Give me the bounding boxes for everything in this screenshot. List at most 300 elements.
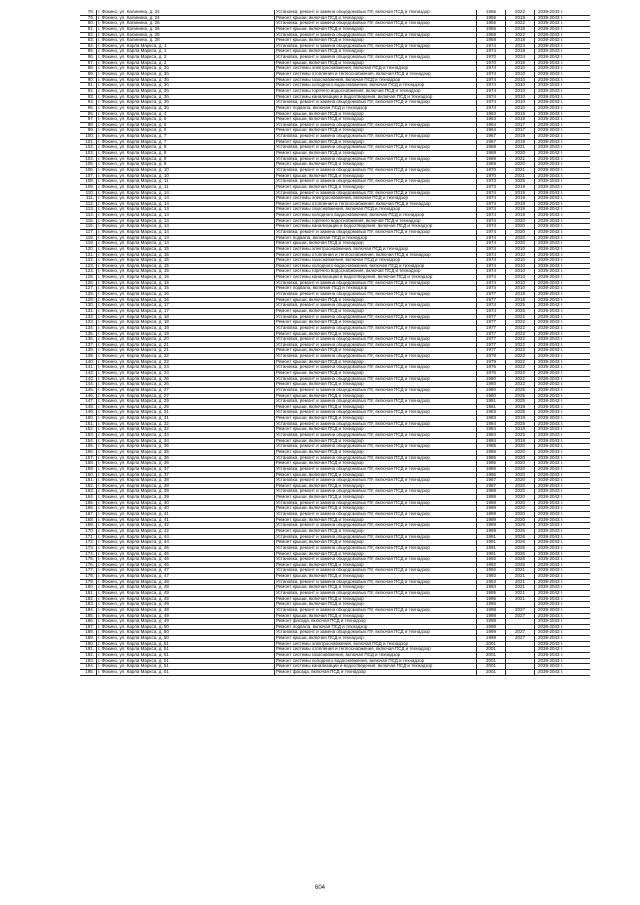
row-number: 111. — [85, 196, 94, 201]
address-cell: г. Фокино, ул. Карла Маркса, д. 29 — [96, 405, 274, 410]
work-type-cell: Ремонт крыши, включая ПСД и технадзор — [274, 140, 476, 145]
row-number: 133. — [85, 320, 94, 325]
planned-period-cell: 2039-2043 г. — [534, 337, 590, 342]
last-repair-year-cell: 2022 — [505, 348, 534, 353]
planned-period-cell: 2039-2043 г. — [534, 145, 590, 150]
planned-period-cell: 2039-2043 г. — [534, 174, 590, 179]
address-cell: г. Фокино, ул. Карла Маркса, д. 1 — [96, 49, 274, 54]
commission-year-cell: 1973 — [476, 185, 505, 190]
work-type-cell: Установка, ремонт и замена общедомовых ПУ, включая ПСД и технадзор — [274, 354, 476, 359]
address-cell: г. Фокино, ул. Карла Маркса, д. 3б — [96, 78, 274, 83]
commission-year-cell: 1993 — [476, 580, 505, 585]
row-number: 142. — [85, 371, 94, 375]
address-cell: г. Фокино, ул. Карла Маркса, д. 18 — [96, 320, 274, 325]
row-number: 192. — [85, 653, 94, 658]
work-type-cell: Ремонт системы канализации и водоотведения, включая ПСД и технадзор — [274, 95, 476, 100]
address-cell: г. Фокино, ул. Карла Маркса, д. 38 — [96, 478, 274, 483]
last-repair-year-cell: 2010 — [505, 72, 534, 77]
work-type-cell: Ремонт крыши, включая ПСД и технадзор — [274, 348, 476, 353]
row-number: 92. — [87, 88, 94, 93]
commission-year-cell: 1984 — [476, 422, 505, 427]
row-number: 182. — [85, 596, 94, 601]
planned-period-cell: 2039-2043 г. — [534, 343, 590, 348]
row-number: 136. — [85, 337, 94, 342]
commission-year-cell: 1970 — [476, 168, 505, 173]
planned-period-cell: 2039-2043 г. — [534, 478, 590, 483]
planned-period-cell: 2039-2043 г. — [534, 44, 590, 49]
commission-year-cell: 1986 — [476, 467, 505, 472]
last-repair-year-cell: 2025 — [505, 410, 534, 415]
last-repair-year-cell: 2020 — [505, 224, 534, 229]
work-type-cell: Ремонт крыши, включая ПСД и технадзор — [274, 174, 476, 179]
planned-period-cell: 2039-2043 г. — [534, 213, 590, 218]
address-cell: г. Фокино, ул. Карла Маркса, д. 41 — [96, 518, 274, 523]
commission-year-cell: 1984 — [476, 439, 505, 444]
last-repair-year-cell: 2020 — [505, 512, 534, 517]
planned-period-cell: 2039-2043 г. — [534, 495, 590, 500]
commission-year-cell: 1974 — [476, 66, 505, 71]
last-repair-year-cell: 2025 — [505, 433, 534, 438]
last-repair-year-cell: 2017 — [505, 128, 534, 133]
address-cell: г. Фокино, ул. Карла Маркса, д. 7 — [96, 134, 274, 139]
address-cell: г. Фокино, ул. Калинина, д. 24 — [96, 10, 274, 15]
last-repair-year-cell: 2022 — [505, 337, 534, 342]
last-repair-year-cell: 2025 — [505, 388, 534, 393]
last-repair-year-cell: 2019 — [505, 185, 534, 190]
planned-period-cell: 2039-2043 г. — [534, 309, 590, 314]
planned-period-cell: 2039-2043 г. — [534, 535, 590, 540]
last-repair-year-cell: 2026 — [505, 563, 534, 568]
commission-year-cell: 1987 — [476, 478, 505, 483]
work-type-cell: Ремонт системы канализации и водоотведения, включая ПСД и технадзор — [274, 224, 476, 229]
row-number: 158. — [85, 461, 94, 466]
commission-year-cell: 1974 — [476, 281, 505, 286]
row-number: 119. — [85, 241, 94, 246]
row-number: 103. — [85, 151, 94, 156]
commission-year-cell: 1992 — [476, 563, 505, 568]
commission-year-cell: 1998 — [476, 608, 505, 613]
work-type-cell: Ремонт крыши, включая ПСД и технадзор — [274, 597, 476, 602]
planned-period-cell: 2039-2043 г. — [534, 647, 590, 652]
commission-year-cell: 2001 — [476, 664, 505, 669]
row-number: 104. — [85, 156, 94, 161]
commission-year-cell: 1977 — [476, 337, 505, 342]
row-number: 130. — [85, 303, 94, 308]
address-cell: г. Фокино, ул. Карла Маркса, д. 6 — [96, 123, 274, 128]
work-type-cell: Ремонт крыши, включая ПСД и технадзор — [274, 506, 476, 511]
row-number: 181. — [85, 590, 94, 595]
work-type-cell: Установка, ремонт и замена общедомовых ПУ, включая ПСД и технадзор — [274, 422, 476, 427]
last-repair-year-cell: 2020 — [505, 230, 534, 235]
work-type-cell: Установка, ремонт и замена общедомовых ПУ, включая ПСД и технадзор — [274, 100, 476, 105]
commission-year-cell: 1980 — [476, 382, 505, 387]
planned-period-cell: 2039-2043 г. — [534, 292, 590, 297]
last-repair-year-cell: 2020 — [505, 241, 534, 246]
commission-year-cell: 1992 — [476, 574, 505, 579]
work-type-cell: Установка, ремонт и замена общедомовых ПУ, включая ПСД и технадзор — [274, 343, 476, 348]
last-repair-year-cell: 2019 — [505, 416, 534, 421]
work-type-cell: Ремонт крыши, включая ПСД и технадзор — [274, 552, 476, 557]
commission-year-cell: 1974 — [476, 100, 505, 105]
work-type-cell: Установка, ремонт и замена общедомовых ПУ, включая ПСД и технадзор — [274, 292, 476, 297]
last-repair-year-cell: 2010 — [505, 286, 534, 291]
planned-period-cell: 2039-2043 г. — [534, 185, 590, 190]
address-cell: г. Фокино, ул. Карла Маркса, д. 51 — [96, 664, 274, 669]
work-type-cell: Установка, ремонт и замена общедомовых ПУ, включая ПСД и технадзор — [274, 281, 476, 286]
work-type-cell: Ремонт системы холодного водоснабжения, включая ПСД и технадзор — [274, 659, 476, 664]
address-cell: г. Фокино, ул. Карла Маркса, д. 3б — [96, 83, 274, 88]
work-type-cell: Ремонт крыши, включая ПСД и технадзор — [274, 427, 476, 432]
address-cell: г. Фокино, ул. Калинина, д. 26 — [96, 27, 274, 32]
planned-period-cell: 2039-2043 г. — [534, 123, 590, 128]
last-repair-year-cell: 2026 — [505, 529, 534, 534]
planned-period-cell: 2039-2043 г. — [534, 179, 590, 184]
row-number: 159. — [85, 466, 94, 471]
work-type-cell: Ремонт системы канализации и водоотведения, включая ПСД и технадзор — [274, 664, 476, 669]
address-cell: г. Фокино, ул. Карла Маркса, д. 20 — [96, 337, 274, 342]
last-repair-year-cell: 2021 — [505, 591, 534, 596]
row-number: 174. — [85, 551, 94, 556]
row-number: 91. — [87, 83, 94, 88]
commission-year-cell: 1974 — [476, 236, 505, 241]
table-row — [80, 670, 590, 676]
planned-period-cell: 2039-2043 г. — [534, 140, 590, 145]
last-repair-year-cell: 2020 — [505, 162, 534, 167]
planned-period-cell: 2039-2043 г. — [534, 281, 590, 286]
commission-year-cell: 1956 — [476, 16, 505, 21]
planned-period-cell: 2039-2043 г. — [534, 78, 590, 83]
work-type-cell: Ремонт крыши, включая ПСД и технадзор — [274, 574, 476, 579]
row-number: 140. — [85, 359, 94, 364]
work-type-cell: Установка, ремонт и замена общедомовых ПУ, включая ПСД и технадзор — [274, 315, 476, 320]
address-cell: г. Фокино, ул. Карла Маркса, д. 15 — [96, 286, 274, 291]
address-cell: г. Фокино, ул. Карла Маркса, д. 6 — [96, 128, 274, 133]
row-number: 79. — [87, 15, 94, 20]
commission-year-cell: 1995 — [476, 597, 505, 602]
work-type-cell: Установка, ремонт и замена общедомовых ПУ, включая ПСД и технадзор — [274, 191, 476, 196]
row-number: 191. — [85, 647, 94, 652]
commission-year-cell: 1968 — [476, 145, 505, 150]
work-type-cell: Установка, ремонт и замена общедомовых ПУ, включая ПСД и техназдор — [274, 10, 476, 15]
last-repair-year-cell: 2010 — [505, 269, 534, 274]
address-cell: г. Фокино, ул. Карла Маркса, д. 47 — [96, 574, 274, 579]
work-type-cell: Ремонт системы отопления и теплоснабжения, включая ПСД и технадзор — [274, 202, 476, 207]
address-cell: г. Фокино, ул. Карла Маркса, д. 9 — [96, 162, 274, 167]
last-repair-year-cell: 2021 — [505, 574, 534, 579]
last-repair-year-cell: 2021 — [505, 157, 534, 162]
commission-year-cell: 1977 — [476, 315, 505, 320]
address-cell: г. Фокино, ул. Карла Маркса, д. 50 — [96, 625, 274, 630]
last-repair-year-cell: 2022 — [505, 10, 534, 15]
address-cell: г. Фокино, ул. Карла Маркса, д. 49 — [96, 591, 274, 596]
last-repair-year-cell: 2027 — [505, 630, 534, 635]
work-type-cell: Установка, ремонт и замена общедомовых ПУ, включая ПСД и технадзор — [274, 123, 476, 128]
work-type-cell: Установка, ремонт и замена общедомовых ПУ, включая ПСД и технадзор — [274, 456, 476, 461]
planned-period-cell: 2039-2043 г. — [534, 269, 590, 274]
work-type-cell: Ремонт крыши, включая ПСД и технадзор — [274, 241, 476, 246]
work-type-cell: Ремонт крыши, включая ПСД и технадзор — [274, 27, 476, 32]
commission-year-cell: 1988 — [476, 501, 505, 506]
last-repair-year-cell: 2027 — [505, 636, 534, 641]
row-number: 113. — [85, 207, 94, 212]
commission-year-cell: 1958 — [476, 38, 505, 43]
planned-period-cell: 2039-2043 г. — [534, 382, 590, 387]
address-cell: г. Фокино, ул. Карла Маркса, д. 14 — [96, 230, 274, 235]
commission-year-cell: 1976 — [476, 371, 505, 376]
work-type-cell: Ремонт системы газоснабжения, включая ПСД и технадзор — [274, 653, 476, 658]
commission-year-cell: 1974 — [476, 191, 505, 196]
row-number: 190. — [85, 641, 94, 646]
planned-period-cell: 2039-2043 г. — [534, 670, 590, 675]
commission-year-cell: 1956 — [476, 10, 505, 15]
planned-period-cell: 2039-2043 г. — [534, 608, 590, 613]
work-type-cell: Ремонт крыши, включая ПСД и технадзор — [274, 602, 476, 607]
commission-year-cell: 2001 — [476, 659, 505, 664]
commission-year-cell: 1963 — [476, 112, 505, 117]
address-cell: г. Фокино, ул. Карла Маркса, д. 3б — [96, 66, 274, 71]
work-type-cell: Ремонт крыши, включая ПСД и технадзор — [274, 309, 476, 314]
row-number: 93. — [87, 94, 94, 99]
last-repair-year-cell: 2021 — [505, 145, 534, 150]
planned-period-cell: 2039-2043 г. — [534, 89, 590, 94]
work-type-cell: Ремонт системы электроснабжения, включая ПСД и технадзор — [274, 196, 476, 201]
work-type-cell: Установка, ремонт и замена общедомовых ПУ, включая ПСД и технадзор — [274, 21, 476, 26]
address-cell: г. Фокино, ул. Карла Маркса, д. 14 — [96, 236, 274, 241]
commission-year-cell: 1991 — [476, 546, 505, 551]
planned-period-cell: 2039-2043 г. — [534, 151, 590, 156]
work-type-cell: Ремонт крыши, включая ПСД и технадзор — [274, 529, 476, 534]
address-cell: г. Фокино, ул. Карла Маркса, д. 31 — [96, 416, 274, 421]
address-cell: г. Фокино, ул. Карла Маркса, д. 32 — [96, 427, 274, 432]
work-type-cell: Ремонт крыши, включая ПСД и технадзор — [274, 636, 476, 641]
last-repair-year-cell: 2026 — [505, 552, 534, 557]
work-type-cell: Установка, ремонт и замена общедомовых ПУ, включая ПСД и технадзор — [274, 568, 476, 573]
commission-year-cell: 1958 — [476, 33, 505, 38]
commission-year-cell: 1974 — [476, 72, 505, 77]
row-number: 141. — [85, 365, 94, 370]
planned-period-cell: 2039-2043 г. — [534, 61, 590, 66]
commission-year-cell: 1989 — [476, 512, 505, 517]
address-cell: г. Фокино, ул. Карла Маркса, д. 41 — [96, 512, 274, 517]
work-type-cell: Ремонт крыши, включая ПСД и технадзор — [274, 563, 476, 568]
last-repair-year-cell: 2026 — [505, 540, 534, 545]
last-repair-year-cell: 2022 — [505, 365, 534, 370]
address-cell: г. Фокино, ул. Калинина, д. 28 — [96, 38, 274, 43]
last-repair-year-cell — [505, 625, 534, 630]
work-type-cell: Ремонт крыши, включая ПСД и технадзор — [274, 473, 476, 478]
last-repair-year-cell: 2017 — [505, 123, 534, 128]
address-cell: г. Фокино, ул. Карла Маркса, д. 7 — [96, 140, 274, 145]
address-cell: г. Фокино, ул. Карла Маркса, д. 32 — [96, 422, 274, 427]
planned-period-cell: 2039-2043 г. — [534, 399, 590, 404]
address-cell: г. Фокино, ул. Карла Маркса, д. 45 — [96, 552, 274, 557]
work-type-cell: Ремонт крыши, включая ПСД и технадзор — [274, 128, 476, 133]
address-cell: г. Фокино, ул. Калинина, д. 24 — [96, 16, 274, 21]
work-type-cell: Ремонт крыши, включая ПСД и технадзор — [274, 112, 476, 117]
work-type-cell: Ремонт системы газоснабжения, включая ПСД и технадзор — [274, 207, 476, 212]
planned-period-cell: 2039-2043 г. — [534, 580, 590, 585]
last-repair-year-cell: 2024 — [505, 55, 534, 60]
last-repair-year-cell: 2025 — [505, 309, 534, 314]
row-number: 129. — [85, 297, 94, 302]
row-number: 189. — [85, 636, 94, 641]
row-number: 99. — [87, 128, 94, 133]
commission-year-cell: 2001 — [476, 642, 505, 647]
work-type-cell: Ремонт фасада, включая ПСД и технадзор — [274, 619, 476, 624]
planned-period-cell: 2039-2043 г. — [534, 467, 590, 472]
address-cell: г. Фокино, ул. Карла Маркса, д. 16 — [96, 298, 274, 303]
last-repair-year-cell: 2022 — [505, 21, 534, 26]
work-type-cell: Ремонт системы газоснабжения, включая ПСД и технадзор — [274, 258, 476, 263]
last-repair-year-cell: 2021 — [505, 168, 534, 173]
work-type-cell: Ремонт крыши, включая ПСД и технадзор — [274, 394, 476, 399]
work-type-cell: Установка, ремонт и замена общедомовых ПУ, включая ПСД и технадзор — [274, 377, 476, 382]
row-number: 97. — [87, 117, 94, 122]
address-cell: г. Фокино, ул. Карла Маркса, д. 19 — [96, 326, 274, 331]
commission-year-cell: 1977 — [476, 298, 505, 303]
row-number: 186. — [85, 619, 94, 624]
commission-year-cell: 1967 — [476, 134, 505, 139]
commission-year-cell: 1956 — [476, 27, 505, 32]
last-repair-year-cell: 2020 — [505, 444, 534, 449]
address-cell: г. Фокино, ул. Карла Маркса, д. 49 — [96, 608, 274, 613]
commission-year-cell: 1981 — [476, 405, 505, 410]
address-cell: г. Фокино, ул. Карла Маркса, д. 37 — [96, 473, 274, 478]
commission-year-cell: 1974 — [476, 253, 505, 258]
commission-year-cell: 1974 — [476, 207, 505, 212]
last-repair-year-cell: 2010 — [505, 106, 534, 111]
work-type-cell: Ремонт крыши, включая ПСД и технадзор — [274, 360, 476, 365]
last-repair-year-cell: 2027 — [505, 608, 534, 613]
commission-year-cell: 1968 — [476, 151, 505, 156]
row-number: 169. — [85, 523, 94, 528]
address-cell: г. Фокино, ул. Карла Маркса, д. 14 — [96, 224, 274, 229]
address-cell: г. Фокино, ул. Карла Маркса, д. 26 — [96, 382, 274, 387]
planned-period-cell: 2039-2043 г. — [534, 410, 590, 415]
planned-period-cell: 2039-2043 г. — [534, 258, 590, 263]
row-number: 143. — [85, 376, 94, 381]
address-cell: г. Фокино, ул. Карла Маркса, д. 11 — [96, 185, 274, 190]
last-repair-year-cell: 2021 — [505, 568, 534, 573]
work-type-cell: Установка, ремонт и замена общедомовых ПУ, включая ПСД и технадзор — [274, 444, 476, 449]
address-cell: г. Фокино, ул. Карла Маркса, д. 10 — [96, 168, 274, 173]
planned-period-cell: 2039-2043 г. — [534, 546, 590, 551]
address-cell: г. Фокино, ул. Карла Маркса, д. 10 — [96, 174, 274, 179]
work-type-cell: Ремонт крыши, включая ПСД и технадзор — [274, 38, 476, 43]
commission-year-cell: 1980 — [476, 394, 505, 399]
address-cell: г. Фокино, ул. Карла Маркса, д. 45 — [96, 546, 274, 551]
address-cell: г. Фокино, ул. Карла Маркса, д. 3б — [96, 100, 274, 105]
work-type-cell: Ремонт системы канализации и водоотведения, включая ПСД и технадзор — [274, 275, 476, 280]
work-type-cell: Ремонт системы холодного водоснабжения, включая ПСД и технадзор — [274, 264, 476, 269]
work-type-cell: Ремонт крыши, включая ПСД и технадзор — [274, 162, 476, 167]
planned-period-cell: 2039-2043 г. — [534, 619, 590, 624]
row-number: 82. — [87, 32, 94, 37]
row-number: 80. — [87, 21, 94, 26]
row-number: 146. — [85, 393, 94, 398]
work-type-cell: Ремонт крыши, включая ПСД и технадзор — [274, 298, 476, 303]
row-number: 87. — [87, 60, 94, 65]
address-cell: г. Фокино, ул. Карла Маркса, д. 38 — [96, 484, 274, 489]
row-number: 117. — [85, 229, 94, 234]
commission-year-cell: 1974 — [476, 202, 505, 207]
planned-period-cell: 2039-2043 г. — [534, 439, 590, 444]
row-number: 118. — [85, 235, 94, 240]
last-repair-year-cell: 2020 — [505, 456, 534, 461]
last-repair-year-cell — [505, 642, 534, 647]
address-cell: г. Фокино, ул. Карла Маркса, д. 44 — [96, 540, 274, 545]
address-cell: г. Фокино, ул. Карла Маркса, д. 36 — [96, 456, 274, 461]
planned-period-cell: 2039-2043 г. — [534, 506, 590, 511]
last-repair-year-cell: 2020 — [505, 467, 534, 472]
address-cell: г. Фокино, ул. Карла Маркса, д. 49 — [96, 602, 274, 607]
row-number: 170. — [85, 528, 94, 533]
commission-year-cell: 1964 — [476, 128, 505, 133]
planned-period-cell: 2039-2043 г. — [534, 552, 590, 557]
row-number: 173. — [85, 545, 94, 550]
planned-period-cell: 2039-2043 г. — [534, 636, 590, 641]
capital-repair-table — [80, 10, 590, 676]
last-repair-year-cell: 2021 — [505, 597, 534, 602]
planned-period-cell: 2039-2043 г. — [534, 16, 590, 21]
commission-year-cell: 1973 — [476, 179, 505, 184]
work-type-cell: Установка, ремонт и замена общедомовых ПУ, включая ПСД и технадзор — [274, 157, 476, 162]
last-repair-year-cell: 2020 — [505, 478, 534, 483]
commission-year-cell: 1998 — [476, 619, 505, 624]
row-number: 144. — [85, 382, 94, 387]
commission-year-cell: 1969 — [476, 157, 505, 162]
last-repair-year-cell: 2020 — [505, 450, 534, 455]
address-cell: г. Фокино, ул. Карла Маркса, д. 15 — [96, 258, 274, 263]
last-repair-year-cell: 2020 — [505, 473, 534, 478]
last-repair-year-cell: 2010 — [505, 95, 534, 100]
row-number: 164. — [85, 495, 94, 500]
planned-period-cell: 2039-2043 г. — [534, 574, 590, 579]
work-type-cell: Ремонт крыши, включая ПСД и технадзор — [274, 461, 476, 466]
planned-period-cell: 2039-2043 г. — [534, 642, 590, 647]
address-cell: г. Фокино, ул. Карла Маркса, д. 27 — [96, 388, 274, 393]
row-number: 147. — [85, 399, 94, 404]
row-number: 139. — [85, 354, 94, 359]
row-number: 152. — [85, 427, 94, 432]
row-number: 137. — [85, 342, 94, 347]
address-cell: г. Фокино, ул. Карла Маркса, д. 17 — [96, 303, 274, 308]
row-number: 126. — [85, 280, 94, 285]
work-type-cell: Ремонт крыши, включая ПСД и технадзор — [274, 540, 476, 545]
planned-period-cell: 2039-2043 г. — [534, 568, 590, 573]
commission-year-cell: 1986 — [476, 456, 505, 461]
commission-year-cell: 2001 — [476, 653, 505, 658]
work-type-cell: Ремонт системы холодного водоснабжения, включая ПСД и технадзор — [274, 83, 476, 88]
address-cell: г. Фокино, ул. Карла Маркса, д. 48 — [96, 585, 274, 590]
last-repair-year-cell: 2020 — [505, 151, 534, 156]
address-cell: г. Фокино, ул. Карла Маркса, д. 40 — [96, 506, 274, 511]
address-cell: г. Фокино, ул. Карла Маркса, д. 50 — [96, 636, 274, 641]
planned-period-cell: 2039-2043 г. — [534, 529, 590, 534]
commission-year-cell: 1964 — [476, 123, 505, 128]
address-cell: г. Фокино, ул. Карла Маркса, д. 36 — [96, 461, 274, 466]
address-cell: г. Фокино, ул. Карла Маркса, д. 14 — [96, 191, 274, 196]
work-type-cell: Ремонт системы горячего водоснабжения, включая ПСД и технадзор — [274, 269, 476, 274]
planned-period-cell: 2039-2043 г. — [534, 320, 590, 325]
work-type-cell: Ремонт системы электроснабжения, включая ПСД и технадзор — [274, 247, 476, 252]
planned-period-cell: 2039-2043 г. — [534, 66, 590, 71]
row-number: 94. — [87, 100, 94, 105]
last-repair-year-cell: 2010 — [505, 275, 534, 280]
work-type-cell: Установка, ремонт и замена общедомовых ПУ, включая ПСД и технадзор — [274, 608, 476, 613]
address-cell: г. Фокино, ул. Карла Маркса, д. 15 — [96, 269, 274, 274]
last-repair-year-cell: 2018 — [505, 38, 534, 43]
